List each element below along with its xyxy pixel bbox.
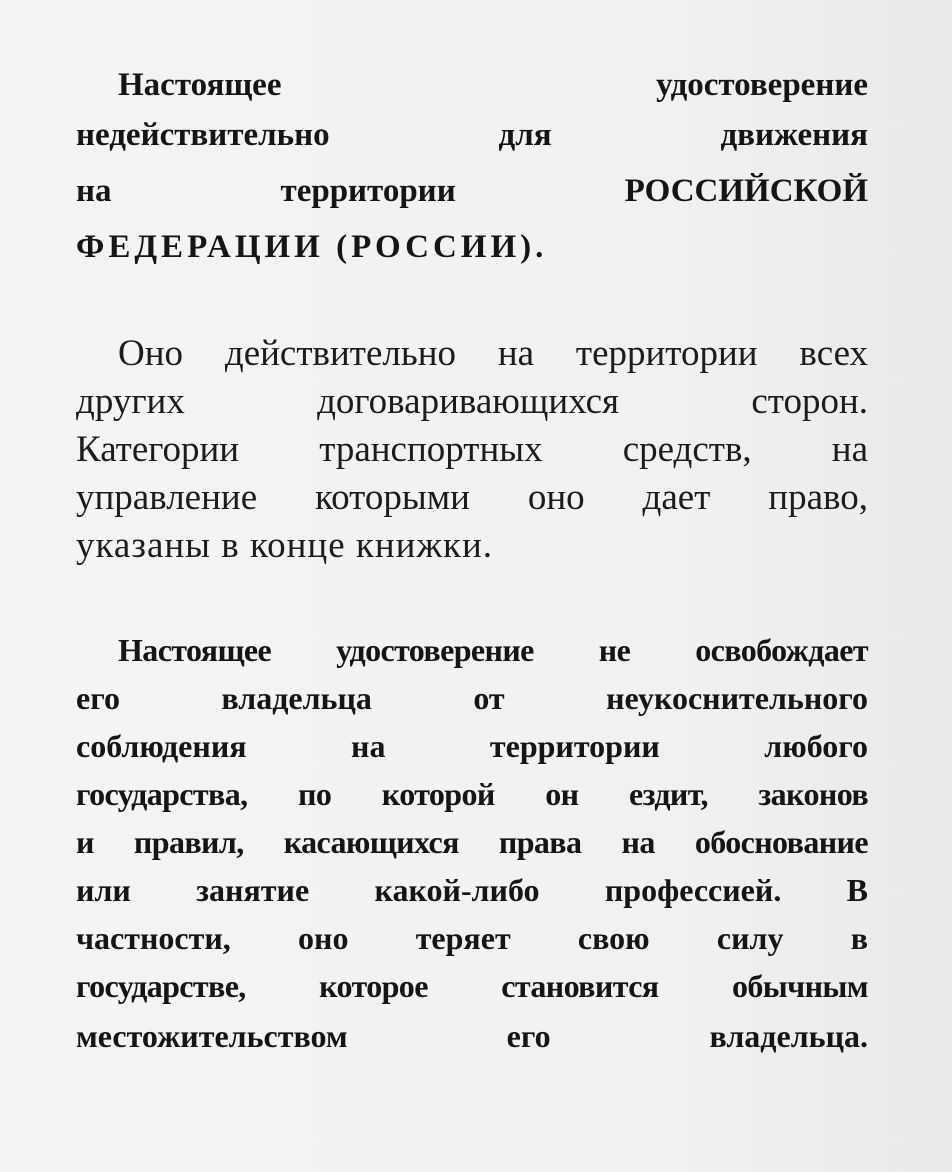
text-line: или занятие какой-либо профессией. В <box>76 872 868 908</box>
text-line: на территории РОССИЙСКОЙ <box>76 173 868 209</box>
text-line: местожительством его владельца. <box>76 1018 868 1054</box>
text-line: Настоящее удостоверение не освобождает <box>118 632 868 668</box>
text-line: государстве, которое становится обычным <box>76 968 868 1004</box>
text-line: ФЕДЕРАЦИИ (РОССИИ). <box>76 229 548 265</box>
text-line: частности, оно теряет свою силу в <box>76 920 868 956</box>
text-line: других договаривающихся сторон. <box>76 381 868 422</box>
text-line: Категории транспортных средств, на <box>76 429 868 470</box>
text-line: и правил, касающихся права на обоснование <box>76 824 868 860</box>
text-line: соблюдения на территории любого <box>76 728 868 764</box>
text-line: управление которыми оно дает право, <box>76 477 868 518</box>
text-line: государства, по которой он ездит, законов <box>76 776 868 812</box>
text-line: Настоящее удостоверение <box>118 67 868 103</box>
text-line: указаны в конце книжки. <box>76 525 494 566</box>
text-line: Оно действительно на территории всех <box>118 333 868 374</box>
text-line: недействительно для движения <box>76 117 868 153</box>
text-line: его владельца от неукоснительного <box>76 680 868 716</box>
